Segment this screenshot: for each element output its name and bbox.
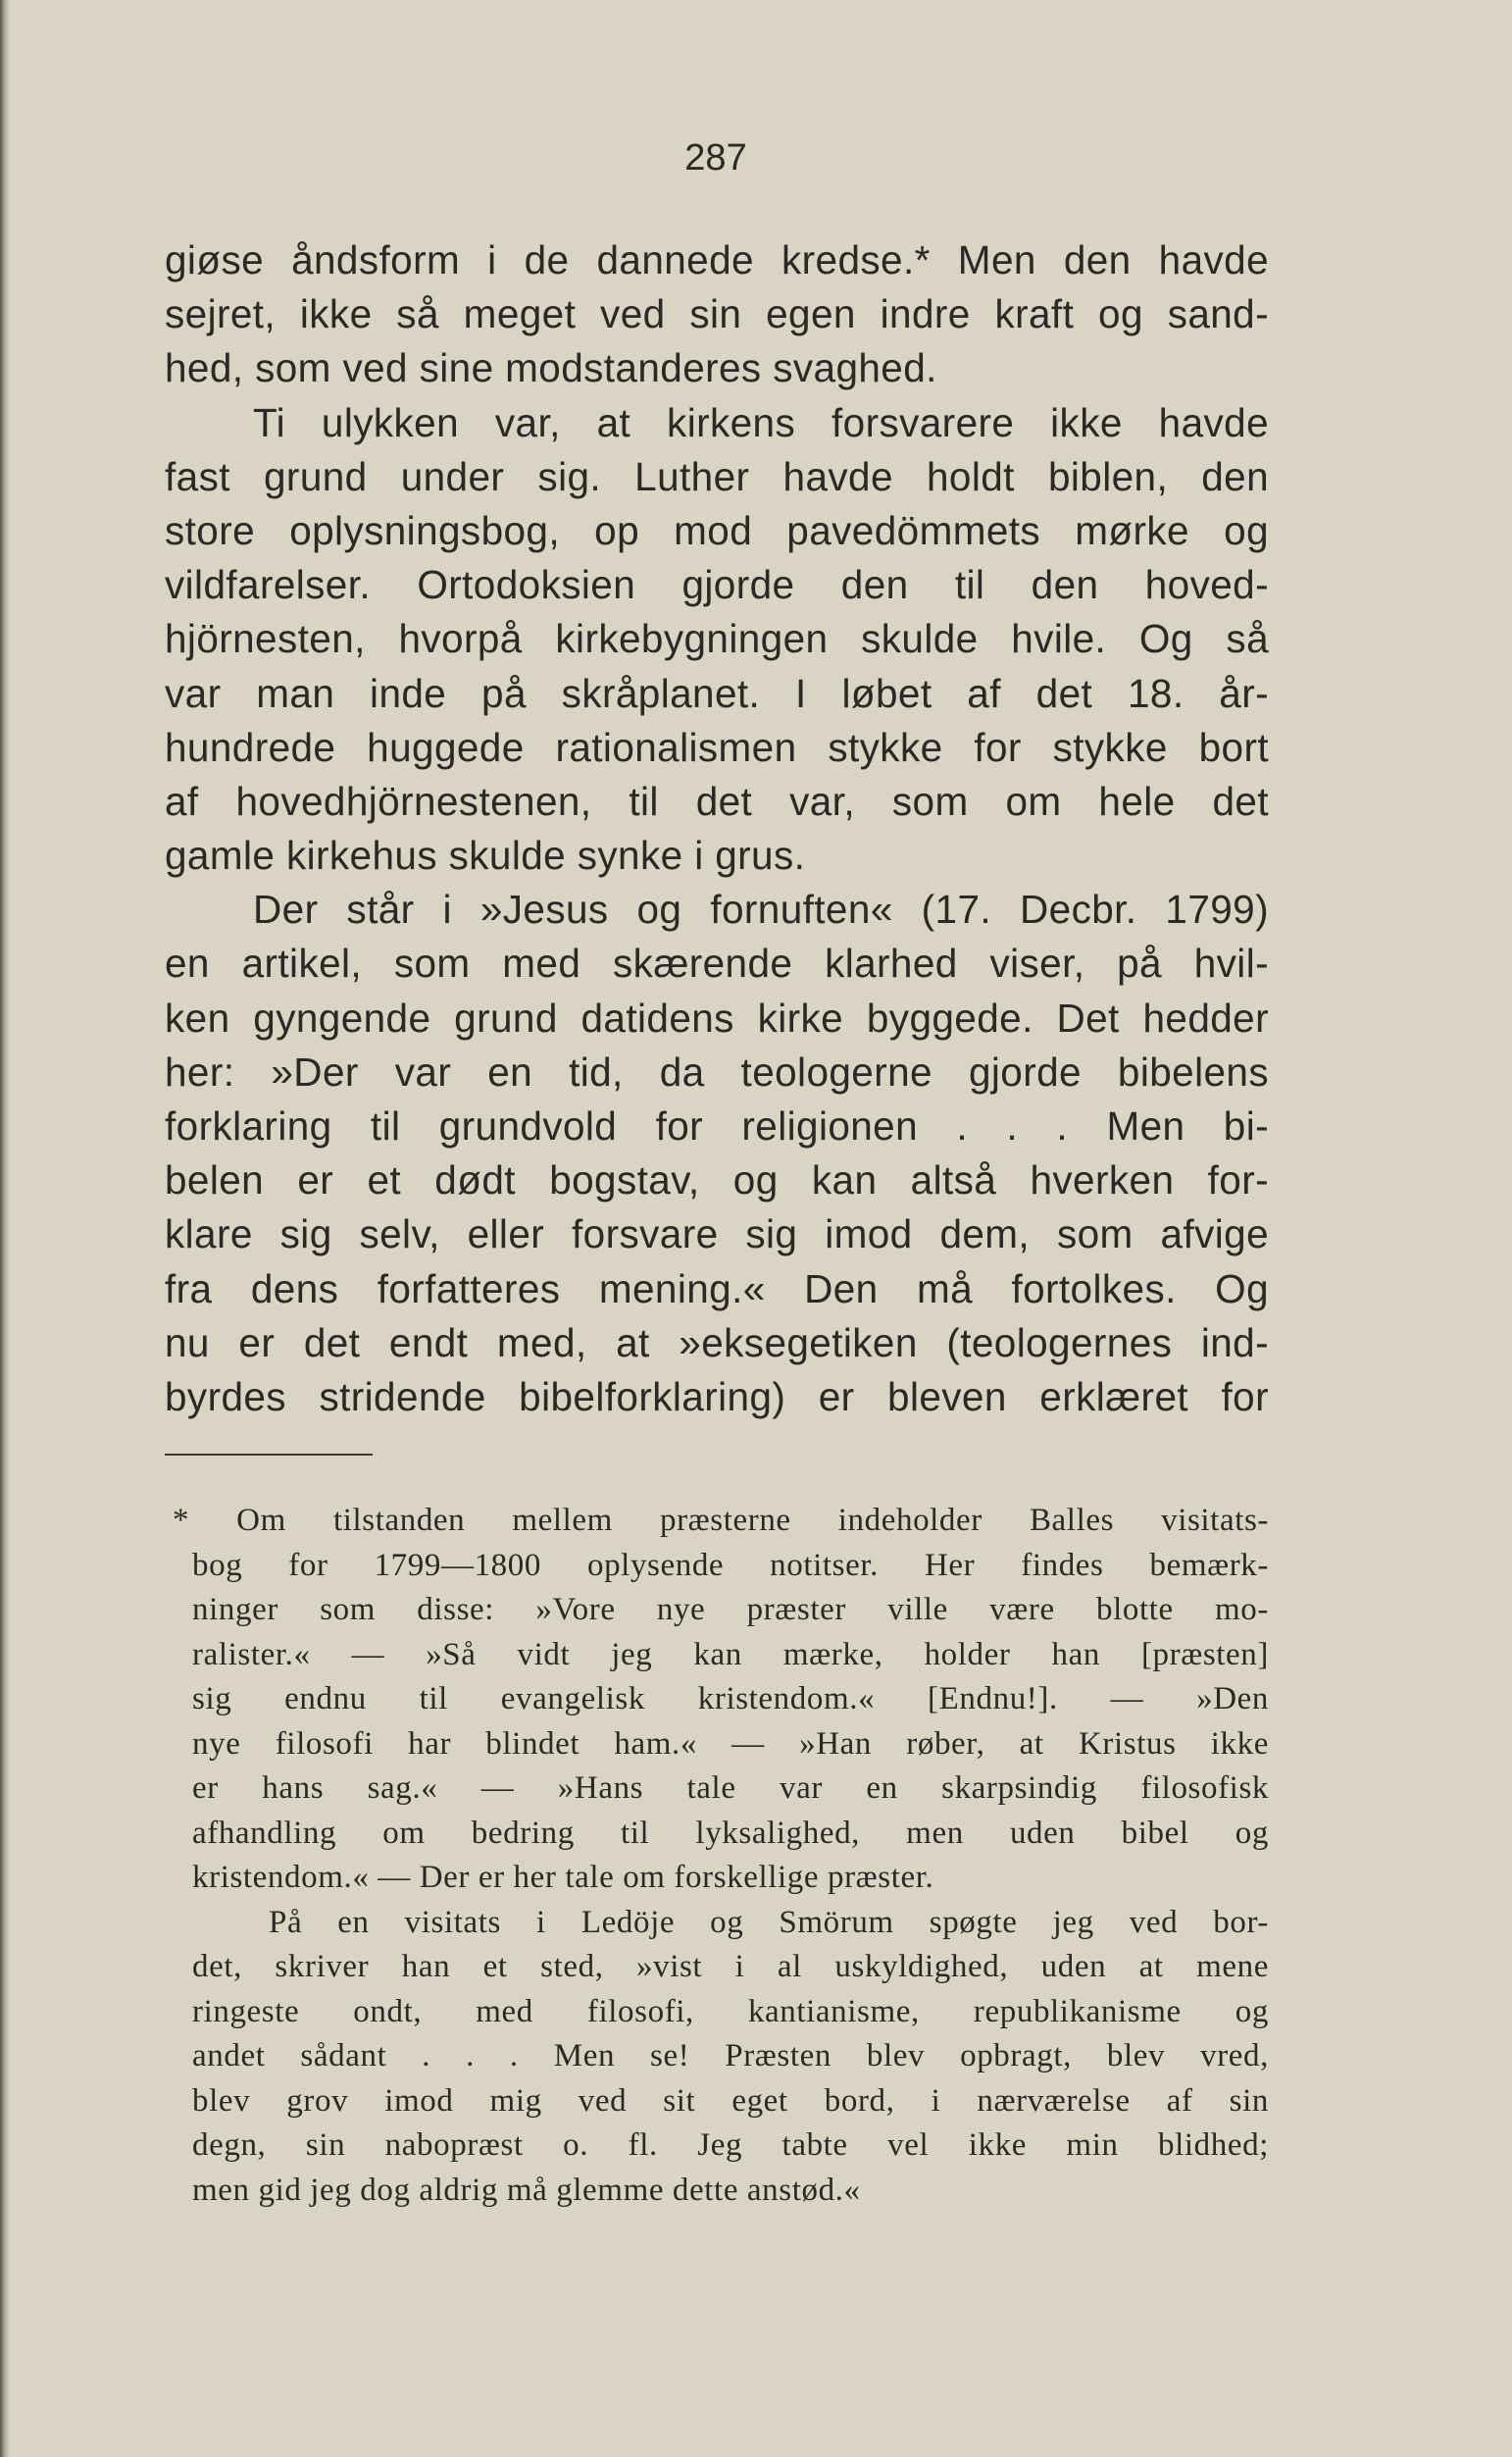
body-line: vildfarelser. Ortodoksien gjorde den til den hoved- <box>165 562 1269 608</box>
footnote-line: det, skriver han et sted, »vist i al uskyldighed, uden at mene <box>192 1949 1269 1984</box>
footnote-line: ringeste ondt, med filosofi, kantianisme, republikanisme og <box>192 1993 1269 2029</box>
footnote-rule <box>165 1454 373 1456</box>
footnote-line: er hans sag.« — »Hans tale var en skarpsindig filosofisk <box>192 1770 1269 1806</box>
footnote-line: blev grov imod mig ved sit eget bord, i nærværelse af sin <box>192 2082 1269 2119</box>
footnote-line: sig endnu til evangelisk kristendom.« [Endnu!]. — »Den <box>192 1681 1269 1716</box>
footnote-line: kristendom.« — Der er her tale om forskellige præster. <box>192 1860 934 1895</box>
body-line: var man inde på skråplanet. I løbet af det 18. år- <box>165 670 1269 716</box>
body-line: klare sig selv, eller forsvare sig imod dem, som afvige <box>165 1211 1269 1257</box>
footnote-line: * Om tilstanden mellem præsterne indeholder Balles visitats- <box>173 1503 1269 1538</box>
body-line: forklaring til grundvold for religionen . . . Men bi- <box>165 1103 1269 1149</box>
footnote-line: andet sådant . . . Men se! Præsten blev opbragt, blev vred, <box>192 2038 1269 2073</box>
body-line: giøse åndsform i de dannede kredse.* Men den havde <box>165 237 1269 282</box>
body-line: nu er det endt med, at »eksegetiken (teologernes ind- <box>165 1319 1269 1365</box>
body-line: sejret, ikke så meget ved sin egen indre kraft og sand- <box>165 291 1269 337</box>
body-line: gamle kirkehus skulde synke i grus. <box>165 833 806 879</box>
page-number: 287 <box>684 137 747 179</box>
footnote-line: degn, sin nabopræst o. fl. Jeg tabte vel ikke min blidhed; <box>192 2127 1269 2163</box>
body-line: store oplysningsbog, op mod pavedömmets mørke og <box>165 507 1269 553</box>
body-line: belen er et dødt bogstav, og kan altså hverken for- <box>165 1157 1269 1203</box>
body-line: ken gyngende grund datidens kirke byggede. Det hedder <box>165 995 1269 1041</box>
page-edge <box>0 0 10 2457</box>
body-line: byrdes stridende bibelforklaring) er bleven erklæret for <box>165 1373 1269 1419</box>
footnote-line: nye filosofi har blindet ham.« — »Han røber, at Kristus ikke <box>192 1725 1269 1762</box>
footnote-line: bog for 1799—1800 oplysende notitser. Her findes bemærk- <box>192 1547 1269 1583</box>
body-line: her: »Der var en tid, da teologerne gjorde bibelens <box>165 1049 1269 1095</box>
body-line: af hovedhjörnestenen, til det var, som om hele det <box>165 778 1269 824</box>
footnote-line: På en visitats i Ledöje og Smörum spøgte jeg ved bor- <box>269 1904 1269 1940</box>
footnote-line: afhandling om bedring til lyksalighed, men uden bibel og <box>192 1815 1269 1851</box>
body-line: fra dens forfatteres mening.« Den må fortolkes. Og <box>165 1265 1269 1311</box>
body-line: hundrede huggede rationalismen stykke for stykke bort <box>165 724 1269 770</box>
footnote <box>173 1499 1269 2213</box>
footnote-line: ninger som disse: »Vore nye præster ville være blotte mo- <box>192 1592 1269 1627</box>
footnote-line: men gid jeg dog aldrig må glemme dette anstød.« <box>192 2172 861 2208</box>
footnote-line: ralister.« — »Så vidt jeg kan mærke, holder han [præsten] <box>192 1636 1269 1672</box>
body-line: hed, som ved sine modstanderes svaghed. <box>165 345 937 391</box>
body-line: Der står i »Jesus og fornuften« (17. Decbr. 1799) <box>253 887 1269 933</box>
body-line: fast grund under sig. Luther havde holdt biblen, den <box>165 453 1269 499</box>
body-line: en artikel, som med skærende klarhed viser, på hvil- <box>165 941 1269 987</box>
body-line: Ti ulykken var, at kirkens forsvarere ikke havde <box>253 399 1269 445</box>
body-line: hjörnesten, hvorpå kirkebygningen skulde hvile. Og så <box>165 616 1269 662</box>
body-text <box>165 233 1269 1424</box>
